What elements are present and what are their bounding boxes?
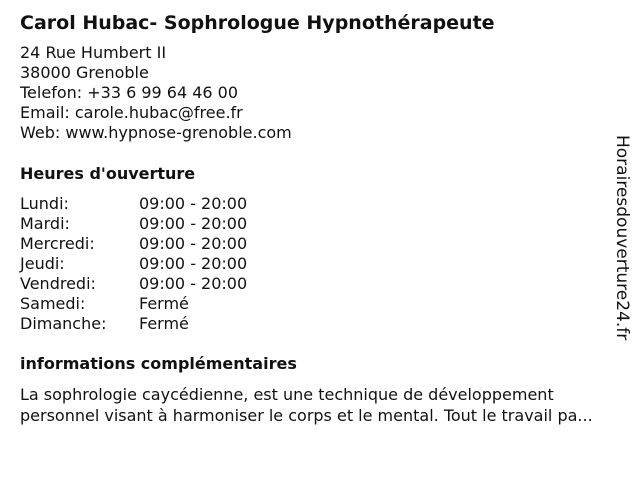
website-address: Web: www.hypnose-grenoble.com xyxy=(20,123,292,142)
hours-row-monday xyxy=(20,194,247,214)
email-address: Email: carole.hubac@free.fr xyxy=(20,103,243,122)
hours-row-sunday xyxy=(20,314,247,334)
hours-value: 09:00 - 20:00 xyxy=(139,274,248,293)
day-label: Lundi: xyxy=(20,194,69,213)
day-label: Jeudi: xyxy=(20,254,65,273)
hours-row-tuesday xyxy=(20,214,247,234)
day-label: Dimanche: xyxy=(20,314,107,333)
opening-hours-list xyxy=(20,194,247,334)
opening-hours-heading: Heures d'ouverture xyxy=(20,164,196,183)
business-title: Carol Hubac- Sophrologue Hypnothérapeute xyxy=(20,12,495,34)
day-label: Mardi: xyxy=(20,214,70,233)
hours-row-wednesday xyxy=(20,234,247,254)
hours-value: 09:00 - 20:00 xyxy=(139,194,248,213)
additional-info-heading: informations complémentaires xyxy=(20,354,297,373)
contact-details xyxy=(20,43,292,143)
day-label: Samedi: xyxy=(20,294,86,313)
street-address: 24 Rue Humbert II xyxy=(20,43,167,62)
day-label: Mercredi: xyxy=(20,234,95,253)
hours-value: Fermé xyxy=(139,314,189,333)
description-text: La sophrologie caycédienne, est une technique de développement personnel visant à harmoniser le corps et le mental. Tout le travail pa... xyxy=(20,385,593,425)
hours-row-thursday xyxy=(20,254,247,274)
hours-row-friday xyxy=(20,274,247,294)
hours-value: 09:00 - 20:00 xyxy=(139,234,248,253)
day-label: Vendredi: xyxy=(20,274,96,293)
watermark: Horairesdouverture24.fr xyxy=(612,135,632,341)
hours-value: Fermé xyxy=(139,294,189,313)
hours-row-saturday xyxy=(20,294,247,314)
hours-value: 09:00 - 20:00 xyxy=(139,254,248,273)
city-address: 38000 Grenoble xyxy=(20,63,149,82)
phone-number: Telefon: +33 6 99 64 46 00 xyxy=(20,83,239,102)
hours-value: 09:00 - 20:00 xyxy=(139,214,248,233)
